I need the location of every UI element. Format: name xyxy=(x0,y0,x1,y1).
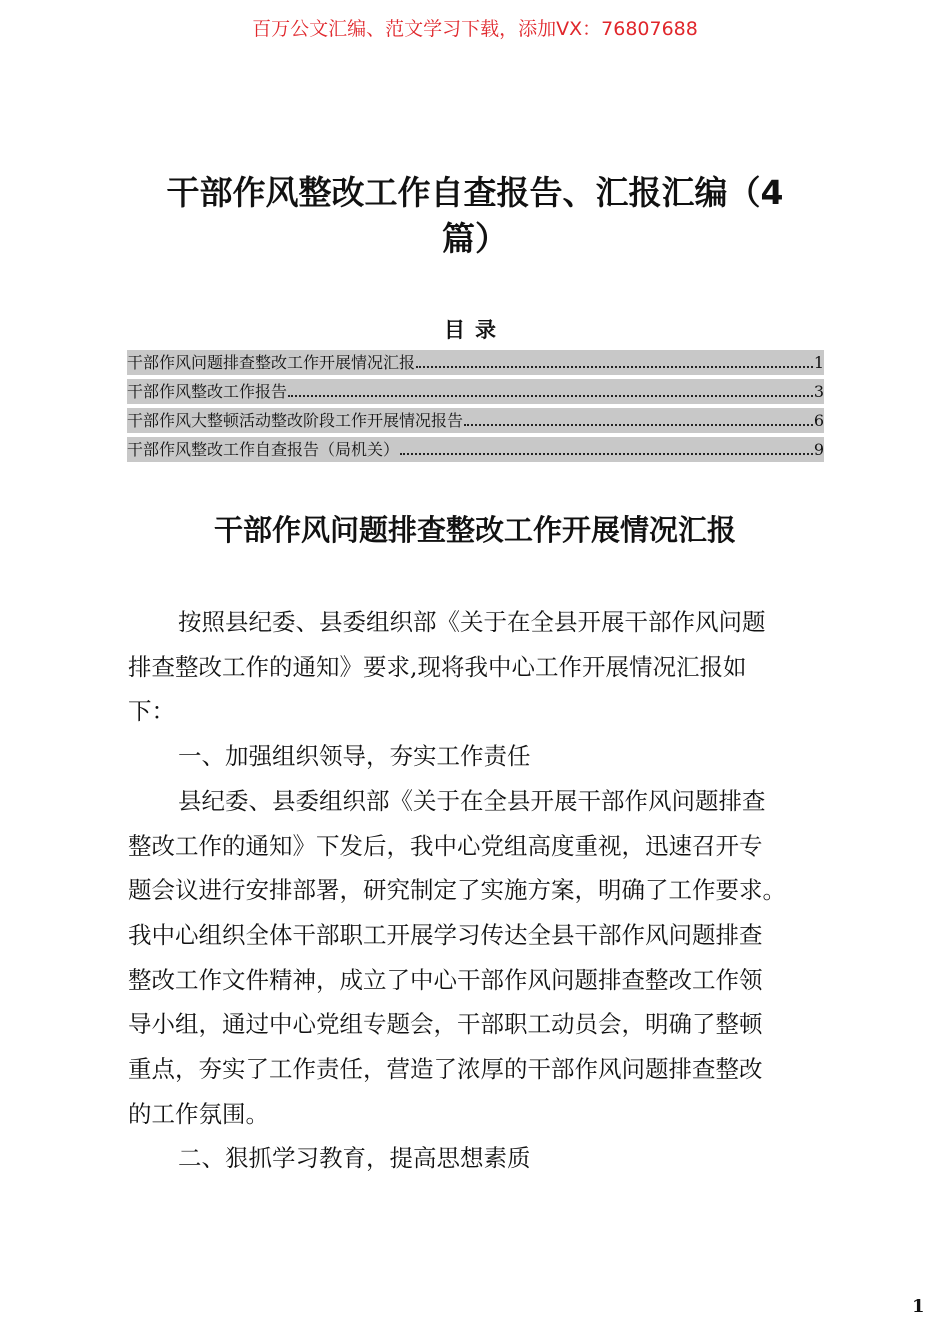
page-number: 1 xyxy=(912,1296,925,1317)
body-heading: 二、狠抓学习教育，提高思想素质 xyxy=(178,1144,531,1173)
toc-entry-title: 干部作风整改工作自查报告（局机关） xyxy=(127,440,400,459)
body-line: 题会议进行安排部署，研究制定了实施方案，明确了工作要求。 xyxy=(128,876,786,905)
body-text xyxy=(128,600,848,1181)
body-line: 导小组，通过中心党组专题会，干部职工动员会，明确了整顿 xyxy=(128,1010,763,1039)
toc-entry[interactable] xyxy=(127,350,824,375)
body-line: 的工作氛围。 xyxy=(128,1099,269,1128)
body-line: 下： xyxy=(128,697,175,726)
title-line: 干部作风整改工作自查报告、汇报汇编（4 xyxy=(166,173,784,212)
toc-entry-page: 1 xyxy=(813,353,824,372)
toc-entry-title: 干部作风问题排查整改工作开展情况汇报 xyxy=(127,353,416,372)
toc-entry[interactable] xyxy=(127,408,824,433)
toc-entry-page: 3 xyxy=(813,382,824,401)
body-line: 排查整改工作的通知》要求,现将我中心工作开展情况汇报如 xyxy=(128,652,747,681)
body-line: 按照县纪委、县委组织部《关于在全县开展干部作风问题 xyxy=(178,608,766,636)
toc-leader xyxy=(400,453,813,455)
body-line: 整改工作的通知》下发后，我中心党组高度重视，迅速召开专 xyxy=(128,831,763,860)
toc-entry-page: 9 xyxy=(813,440,824,459)
toc-entry[interactable] xyxy=(127,379,824,404)
toc-leader xyxy=(416,366,813,368)
body-line: 整改工作文件精神，成立了中心干部作风问题排查整改工作领 xyxy=(128,965,763,994)
toc-entry-title: 干部作风整改工作报告 xyxy=(127,382,288,401)
section-title: 干部作风问题排查整改工作开展情况汇报 xyxy=(213,513,736,547)
toc-leader xyxy=(464,424,813,426)
toc-heading: 目录 xyxy=(444,318,506,342)
body-line: 县纪委、县委组织部《关于在全县开展干部作风问题排查 xyxy=(178,786,766,815)
title-line: 篇） xyxy=(442,219,508,258)
toc-entry-page: 6 xyxy=(813,411,824,430)
toc-entry[interactable] xyxy=(127,437,824,462)
download-banner: 百万公文汇编、范文学习下载，添加VX：76807688 xyxy=(252,18,698,40)
toc-entry-title: 干部作风大整顿活动整改阶段工作开展情况报告 xyxy=(127,411,464,430)
body-line: 我中心组织全体干部职工开展学习传达全县干部作风问题排查 xyxy=(128,920,763,949)
body-line: 重点，夯实了工作责任，营造了浓厚的干部作风问题排查整改 xyxy=(128,1055,763,1084)
body-heading: 一、加强组织领导，夯实工作责任 xyxy=(178,742,531,771)
table-of-contents xyxy=(127,350,824,466)
toc-leader xyxy=(288,395,813,397)
document-title xyxy=(130,170,820,262)
